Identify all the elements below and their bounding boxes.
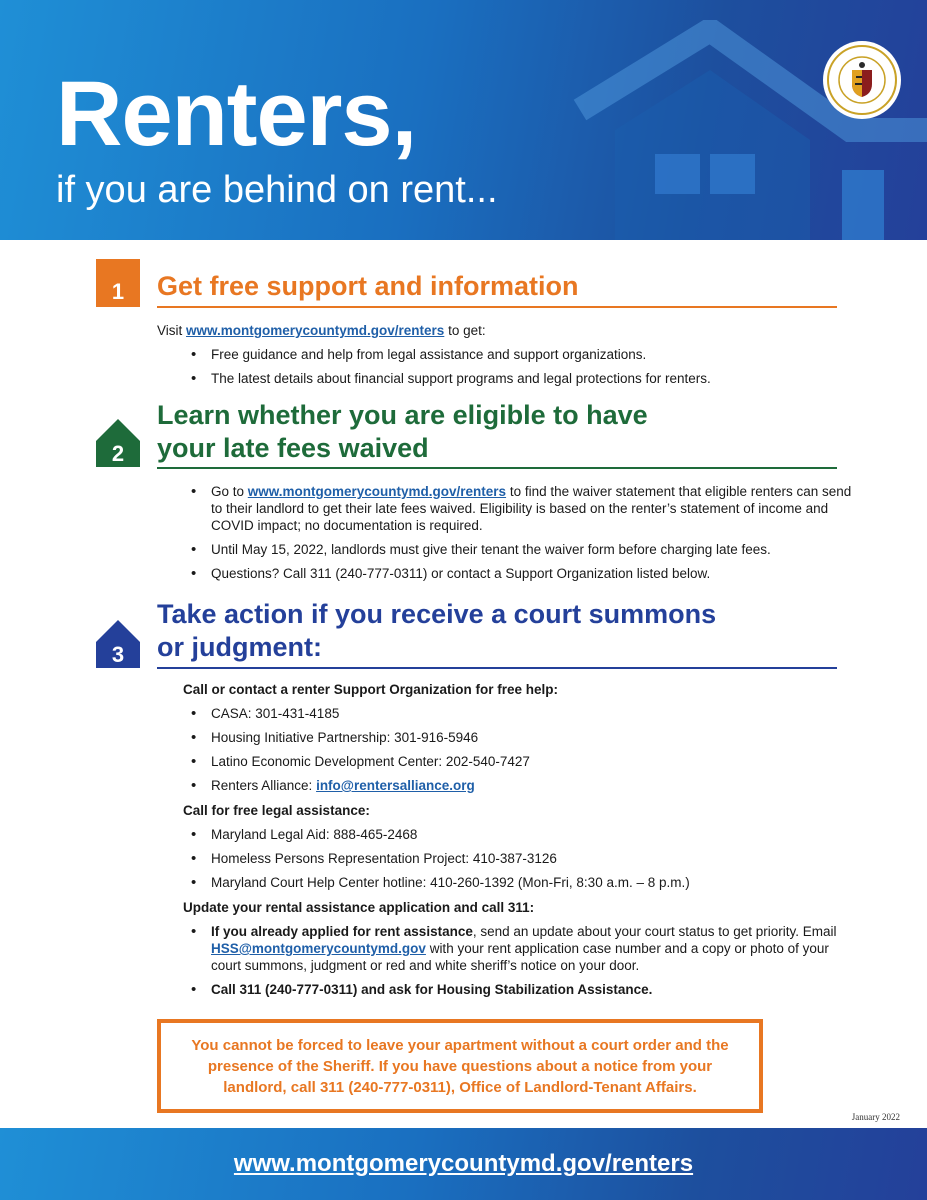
hss-email-link[interactable]: HSS@montgomerycountymd.gov <box>211 941 426 956</box>
section-2-heading: Learn whether you are eligible to have your late fees waived <box>157 400 648 463</box>
renters-alliance-email-link[interactable]: info@rentersalliance.org <box>316 778 475 793</box>
list-item: • CASA: 301-431-4185 <box>183 705 859 722</box>
step-1-badge <box>96 259 140 307</box>
step-2-number: 2 <box>111 441 125 466</box>
step-2-badge <box>96 419 140 467</box>
waiver-link[interactable]: www.montgomerycountymd.gov/renters <box>247 484 507 499</box>
section-3-divider <box>157 667 837 669</box>
list-item: • Renters Alliance: info@rentersalliance.org <box>183 777 859 794</box>
list-item: • Free guidance and help from legal assistance and support organizations. <box>183 346 843 363</box>
step-1-number: 1 <box>111 279 125 304</box>
county-seal-icon <box>822 40 902 120</box>
list-item: • If you already applied for rent assistance, send an update about your court status to get priority. Email HSS@montgomerycountymd.gov with your rent application case number and a copy or photo of your court summons, judgment or red and white sheriff’s notice on your door. <box>183 923 859 974</box>
renters-link[interactable]: www.montgomerycountymd.gov/renters <box>186 323 445 338</box>
update-application-list <box>183 923 859 1005</box>
section-3-heading: Take action if you receive a court summons or judgment: <box>157 599 717 662</box>
list-item: • Go to www.montgomerycountymd.gov/renters to find the waiver statement that eligible renters can send to their landlord to get their late fees waived. Eligibility is based on the renter’s statement of income and COVID impact; no documentation is required. <box>183 483 859 534</box>
eviction-notice-box <box>157 1019 763 1113</box>
support-orgs-title: Call or contact a renter Support Organization for free help: <box>183 682 559 697</box>
support-orgs-list <box>183 705 859 801</box>
section-2-divider <box>157 467 837 469</box>
section-1-heading: Get free support and information <box>157 271 579 301</box>
list-item: • Housing Initiative Partnership: 301-916-5946 <box>183 729 859 746</box>
list-item: • The latest details about financial support programs and legal protections for renters. <box>183 370 843 387</box>
legal-assistance-list <box>183 826 859 898</box>
footer-banner <box>0 1128 927 1200</box>
list-item: • Maryland Court Help Center hotline: 410-260-1392 (Mon-Fri, 8:30 a.m. – 8 p.m.) <box>183 874 859 891</box>
footer-renters-link[interactable]: www.montgomerycountymd.gov/renters <box>233 1150 694 1177</box>
header-banner <box>0 0 927 240</box>
section-1-list <box>183 346 843 394</box>
publication-date: January 2022 <box>851 1112 900 1122</box>
page-title: Renters, <box>56 63 417 165</box>
list-item: • Maryland Legal Aid: 888-465-2468 <box>183 826 859 843</box>
update-application-title: Update your rental assistance application and call 311: <box>183 900 535 915</box>
section-1-divider <box>157 306 837 308</box>
list-item: • Call 311 (240-777-0311) and ask for Housing Stabilization Assistance. <box>183 981 859 998</box>
step-3-number: 3 <box>111 642 125 667</box>
page-subtitle: if you are behind on rent... <box>56 169 498 211</box>
list-item: • Until May 15, 2022, landlords must give their tenant the waiver form before charging late fees. <box>183 541 859 558</box>
eviction-notice-text: You cannot be forced to leave your apartment without a court order and the presence of the Sheriff. If you have questions about a notice from your landlord, call 311 (240-777-0311), Office of Landlord-Tenant Affairs. <box>191 1036 729 1096</box>
list-item: • Questions? Call 311 (240-777-0311) or contact a Support Organization listed below. <box>183 565 859 582</box>
section-1-intro: Visit www.montgomerycountymd.gov/renters to get: <box>157 323 486 338</box>
list-item: • Homeless Persons Representation Project: 410-387-3126 <box>183 850 859 867</box>
list-item: • Latino Economic Development Center: 202-540-7427 <box>183 753 859 770</box>
step-3-badge <box>96 620 140 668</box>
legal-assistance-title: Call for free legal assistance: <box>183 803 370 818</box>
section-2-list <box>183 483 859 589</box>
